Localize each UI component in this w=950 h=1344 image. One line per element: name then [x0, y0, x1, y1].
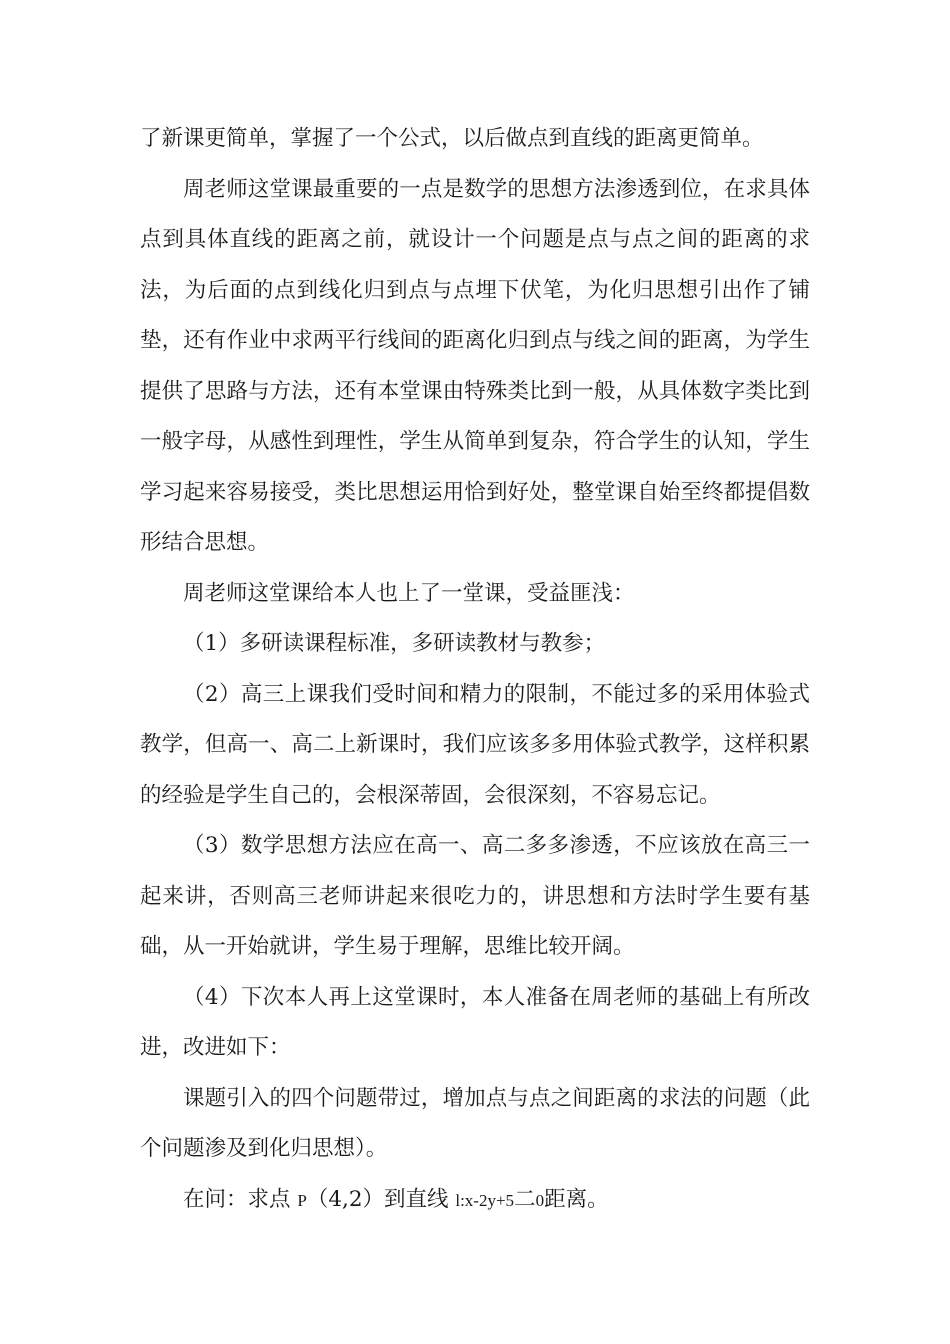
paragraph-6: （3）数学思想方法应在高一、高二多多渗透，不应该放在高三一起来讲，否则高三老师讲起来很吃力的，讲思想和方法时学生要有基础，从一开始就讲，学生易于理解，思维比较开阔。 — [140, 833, 810, 959]
paragraph-4: （1）多研读课程标准，多研读教材与教参； — [183, 631, 606, 656]
last-line-suffix: 距离。 — [544, 1186, 609, 1212]
zero-value: 0 — [535, 1190, 545, 1210]
last-line-middle: 到直线 — [384, 1186, 456, 1212]
paragraph-5: （2）高三上课我们受时间和精力的限制，不能过多的采用体验式教学，但高一、高二上新课时，我们应该多多用体验式教学，这样积累的经验是学生自己的，会根深蒂固，会很深刻，不容易忘记。 — [140, 681, 810, 808]
paragraph-9 — [140, 1175, 810, 1227]
point-label: P — [297, 1190, 307, 1210]
equals-sign: 二 — [514, 1186, 536, 1212]
document-body — [140, 114, 810, 1226]
paragraph-7: （4）下次本人再上这堂课时，本人准备在周老师的基础上有所改进，改进如下： — [140, 984, 810, 1060]
paragraph-1: 了新课更简单，掌握了一个公式，以后做点到直线的距离更简单。 — [140, 126, 764, 151]
last-line-prefix: 在问：求点 — [183, 1186, 298, 1212]
paragraph-8: 课题引入的四个问题带过，增加点与点之间距离的求法的问题（此个问题渗及到化归思想）。 — [140, 1085, 810, 1161]
paragraph-2: 周老师这堂课最重要的一点是数学的思想方法渗透到位，在求具体点到具体直线的距离之前，就设计一个问题是点与点之间的距离的求法，为后面的点到线化归到点与点埋下伏笔，为化归思想引出作了铺垫，还有作业中求两平行线间的距离化归到点与线之间的距离，为学生提供了思路与方法，还有本堂课由特殊类比到一般，从具体数字类比到一般字母，从感性到理性，学生从简单到复杂，符合学生的认知，学生学习起来容易接受，类比思想运用恰到好处，整堂课自始至终都提倡数形结合思想。 — [140, 176, 810, 555]
point-coords: （4,2） — [306, 1186, 385, 1212]
line-expression: l:x-2y+5 — [455, 1190, 515, 1210]
paragraph-3: 周老师这堂课给本人也上了一堂课，受益匪浅： — [183, 580, 635, 606]
